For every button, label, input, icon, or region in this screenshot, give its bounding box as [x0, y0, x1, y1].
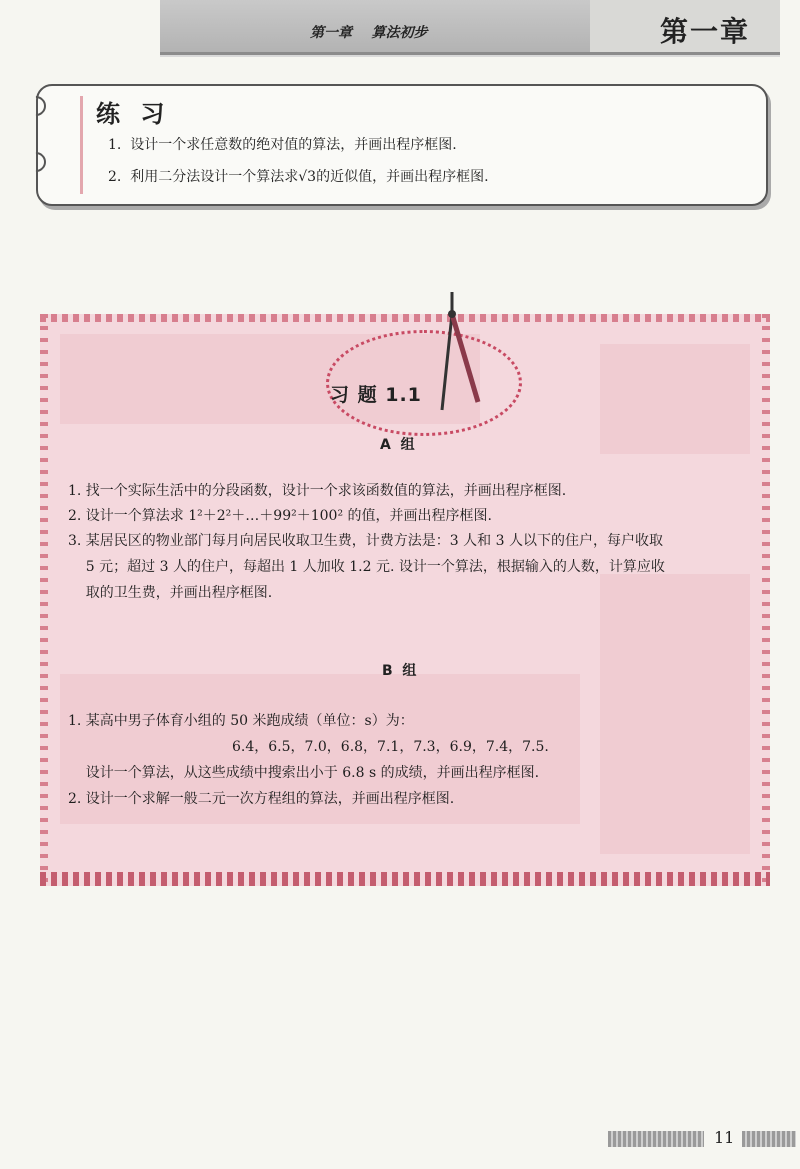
- tick-border-bottom: [40, 872, 770, 886]
- tick-border-right: [762, 314, 770, 886]
- chapter-header: [160, 0, 780, 55]
- exercise-box: [36, 84, 768, 206]
- tick-border-left: [40, 314, 48, 886]
- problem-line: 设计一个算法，从这些成绩中搜索出小于 6.8 s 的成绩，并画出程序框图.: [68, 765, 540, 781]
- exercise-item: 1. 设计一个求任意数的绝对值的算法，并画出程序框图.: [108, 137, 457, 153]
- problem-line: 5 元；超过 3 人的住户，每超出 1 人加收 1.2 元. 设计一个算法，根据输入的人数，计算应收: [68, 559, 665, 575]
- exercise-item: 2. 利用二分法设计一个算法求√3的近似值，并画出程序框图.: [108, 169, 489, 185]
- header-caption: 第一章 算法初步: [310, 25, 428, 41]
- page-number: 11: [714, 1128, 735, 1147]
- footer-bar-right: [742, 1131, 796, 1147]
- data-values-line: 6.4，6.5，7.0，6.8，7.1，7.3，6.9，7.4，7.5.: [232, 739, 549, 755]
- problem-line: 3. 某居民区的物业部门每月向居民收取卫生费，计费方法是：3 人和 3 人以下的住户，每户收取: [68, 533, 663, 549]
- problem-set-title: 习 题 1.1: [330, 384, 422, 406]
- margin-line: [80, 96, 83, 194]
- problem-line: 1. 某高中男子体育小组的 50 米跑成绩（单位：s）为：: [68, 713, 414, 729]
- background-watermark: [600, 344, 750, 454]
- problem-line: 2. 设计一个算法求 1²＋2²＋…＋99²＋100² 的值，并画出程序框图.: [68, 508, 492, 524]
- chapter-label: 第一章: [659, 15, 750, 48]
- binder-ring-icon: [22, 148, 50, 176]
- problem-line: 1. 找一个实际生活中的分段函数，设计一个求该函数值的算法，并画出程序框图.: [68, 483, 567, 499]
- binder-ring-icon: [22, 92, 50, 120]
- group-b-label: B 组: [382, 663, 417, 679]
- compass-icon: [438, 292, 498, 412]
- group-a-label: A 组: [380, 437, 415, 453]
- problem-line: 取的卫生费，并画出程序框图.: [68, 585, 273, 601]
- tick-border-top: [40, 314, 770, 322]
- problem-line: 2. 设计一个求解一般二元一次方程组的算法，并画出程序框图.: [68, 791, 455, 807]
- footer-bar-left: [608, 1131, 704, 1147]
- background-watermark: [600, 574, 750, 854]
- exercise-title: 练 习: [96, 100, 171, 128]
